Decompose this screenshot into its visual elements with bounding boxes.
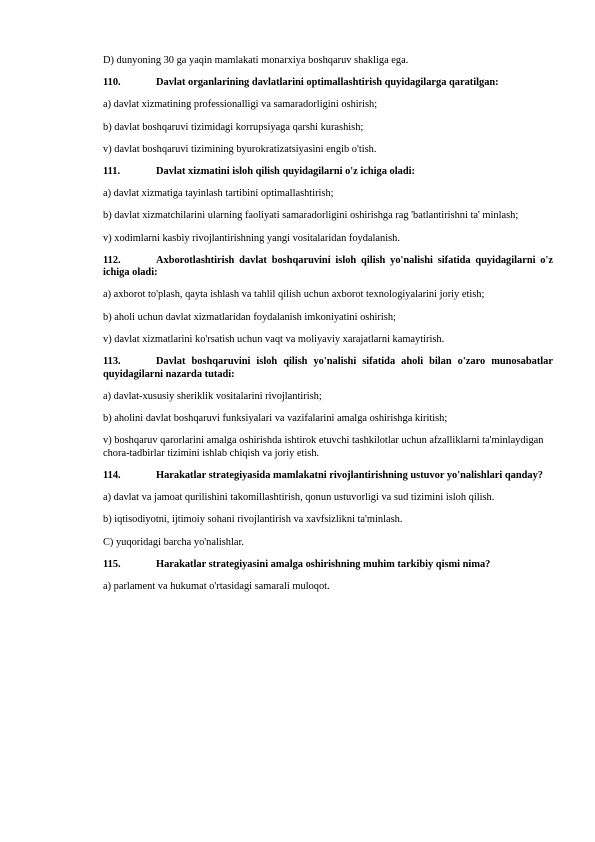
- question-text: Axborotlashtirish davlat boshqaruvini isloh qilish yo'nalishi sifatida quyidagilarni o'z ichiga oladi:: [103, 254, 553, 279]
- question-text: Harakatlar strategiyasini amalga oshirishning muhim tarkibiy qismi nima?: [156, 558, 491, 570]
- answer-a: a) axborot to'plash, qayta ishlash va tahlil qilish uchun axborot texnologiyalarini joriy etish;: [103, 289, 485, 301]
- question-number: 115.: [103, 558, 121, 570]
- question-110: [103, 77, 553, 90]
- document-page: [103, 55, 553, 603]
- question-number: 114.: [103, 469, 121, 481]
- question-113: [103, 356, 553, 381]
- answer-a: a) davlat xizmatiga tayinlash tartibini optimallashtirish;: [103, 188, 334, 200]
- answer-c: C) yuqoridagi barcha yo'nalishlar.: [103, 536, 244, 548]
- question-text: Davlat xizmatini isloh qilish quyidagilarni o'z ichiga oladi:: [156, 165, 415, 177]
- answer-v: v) davlat xizmatlarini ko'rsatish uchun vaqt va moliyaviy xarajatlarni kamaytirish.: [103, 333, 445, 345]
- question-number: 110.: [103, 77, 121, 89]
- answer-b: b) davlat boshqaruvi tizimidagi korrupsiyaga qarshi kurashish;: [103, 121, 364, 133]
- answer-v: v) xodimlarni kasbiy rivojlantirishning yangi vositalaridan foydalanish.: [103, 232, 400, 244]
- answer-b: b) davlat xizmatchilarini ularning faoliyati samaradorligini oshirishga rag 'batlantirishni ta' minlash;: [103, 210, 519, 222]
- answer-a: a) davlat xizmatining professionalligi va samaradorligini oshirish;: [103, 99, 378, 111]
- answer-a: a) davlat va jamoat qurilishini takomillashtirish, qonun ustuvorligi va sud tizimini isloh qilish.: [103, 492, 495, 504]
- question-number: 111.: [103, 165, 121, 177]
- answer-a: a) davlat-xususiy sheriklik vositalarini rivojlantirish;: [103, 390, 322, 402]
- answer-v: v) davlat boshqaruvi tizimining byurokratizatsiyasini engib o'tish.: [103, 143, 377, 155]
- question-number: 113.: [103, 356, 121, 368]
- answer-b: b) aholi uchun davlat xizmatlaridan foydalanish imkoniyatini oshirish;: [103, 311, 396, 323]
- question-114: [103, 470, 553, 483]
- question-112: [103, 255, 553, 280]
- question-111: [103, 166, 553, 179]
- answer-b: b) iqtisodiyotni, ijtimoiy sohani rivojlantirish va xavfsizlikni ta'minlash.: [103, 514, 403, 526]
- question-number: 112.: [103, 254, 121, 266]
- question-text: Harakatlar strategiyasida mamlakatni rivojlantirishning ustuvor yo'nalishlari qanday?: [156, 469, 544, 481]
- question-text: Davlat organlarining davlatlarini optimallashtirish quyidagilarga qaratilgan:: [156, 77, 499, 89]
- answer-b: b) aholini davlat boshqaruvi funksiyalari va vazifalarini amalga oshirishga kiritish;: [103, 413, 448, 424]
- answer-d-110-prev: D) dunyoning 30 ga yaqin mamlakati monarxiya boshqaruv shakliga ega.: [103, 55, 409, 66]
- answer-a: a) parlament va hukumat o'rtasidagi samarali muloqot.: [103, 580, 330, 592]
- question-text: Davlat boshqaruvini isloh qilish yo'nalishi sifatida aholi bilan o'zaro munosabatlar quyidagilarni nazarda tutadi:: [103, 356, 553, 380]
- answer-v: v) boshqaruv qarorlarini amalga oshirishda ishtirok etuvchi tashkilotlar uchun afzalliklarni ta'minlaydigan chora-tadbirlar tizimini ishlab chiqish va joriy etish.: [103, 435, 544, 459]
- question-115: [103, 559, 553, 572]
